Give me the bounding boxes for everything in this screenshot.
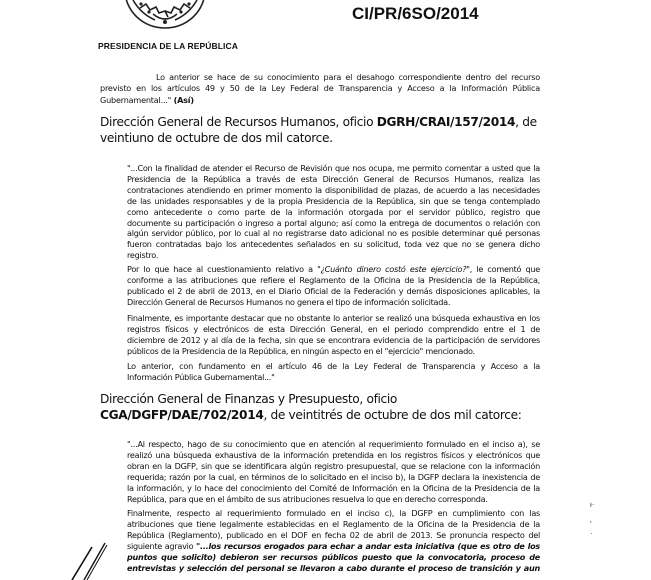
handwritten-initial-stroke-icon (70, 525, 110, 580)
heading-text: Dirección General de Recursos Humanos, oficio (100, 115, 377, 129)
heading-text: , de veintiuno de octubre de dos mil catorce. (100, 115, 537, 145)
issuer-name: PRESIDENCIA DE LA REPÚBLICA (98, 41, 238, 51)
quote-line: documente su participación o ingreso a portal alguno; así como la entrega de documentos o relación con (127, 217, 540, 228)
quote-paragraph (127, 508, 540, 573)
quote-line: Dirección General de Recursos Humanos no genera el tipo de información solicitada. (127, 296, 451, 307)
heading-text: Dirección General de Finanzas y Presupuesto, oficio (100, 392, 398, 406)
quote-line: registro. (127, 250, 159, 261)
document-id: CI/PR/6SO/2014 (352, 4, 479, 23)
quote-line: contrataciones atendiendo en primer momento la disponibilidad de plazas, de acuerdo a las necesidades (127, 184, 540, 195)
section-heading-dgfp (100, 392, 540, 423)
quote-line: República, para que en el ámbito de sus atribuciones resuelva lo que en derecho corresponda. (127, 493, 488, 504)
intro-paragraph (100, 72, 540, 106)
quote-line: de las unidades responsables y de la propia Presidencia de la República, sin que se tenga contemplado (127, 195, 540, 206)
quote-line: la información, y lo hace del conocimiento del Comité de Información en la Oficina de la Presidencia de la (127, 482, 540, 493)
quote-line: Lo anterior, con fundamento en el artículo 46 de la Ley Federal de Transparencia y Acceso a la (127, 361, 540, 371)
quote-line: conforme a las atribuciones que refiere el Reglamento de la Oficina de la Presidencia de la República, (127, 274, 540, 285)
quote-line: atribuciones que tiene legalmente establecidas en el Reglamento de la Oficina de la Presidencia de la (127, 518, 540, 529)
quote-line: algún servidor público, por lo cual al no registrarse dato adicional no es posible determinar qué personas (127, 228, 540, 239)
intro-line: Lo anterior se hace de su conocimiento para el desahogo correspondiente dentro del recurso (156, 72, 540, 82)
intro-line-text: Gubernamental..." (100, 94, 174, 105)
quote-line: públicos de la Presidencia de la República, en ningún aspecto en el "ejercicio" mencionado. (127, 345, 475, 356)
quote-line: Finalmente, es importante destacar que no obstante lo anterior se realizó una búsqueda exhaustiva en los (127, 313, 540, 323)
quote-paragraph (127, 361, 540, 383)
oficio-number: CGA/DGFP/DAE/702/2014 (100, 407, 264, 422)
intro-line: previsto en los artículos 49 y 50 de la Ley Federal de Transparencia y Acceso a la Información Pública (100, 83, 540, 94)
quote-line: requerida; razón por la cual, en términos de lo solicitado en el inciso b), la DGFP declara la inexistencia de (127, 471, 540, 482)
quote-paragraph (127, 163, 540, 261)
quote-line: Presidencia de la República a través de esta Dirección General de Recursos Humanos, realiza las (127, 173, 540, 184)
quote-paragraph (127, 264, 540, 308)
quoted-grievance: puntos que solicito) debieron ser recursos públicos puesto que la convocatoria, proceso de (127, 551, 540, 562)
quoted-grievance: entrevistas y selección del personal se llevaron a cabo durante el proceso de transición y aun (127, 562, 540, 573)
quoted-grievance: "...los recursos erogados para echar a andar esta iniciativa (que es otro de los (196, 540, 540, 551)
quoted-question: ¿Cuánto dinero costó este ejercicio? (320, 264, 467, 274)
quote-line: obran en la DGFP, sin que se identificara algún registro presupuestal, que se relacione con la información (127, 460, 540, 471)
quote-line: registros físicos y electrónicos de esta Dirección General, en el periodo comprendido entre el 1 de (127, 323, 540, 334)
quote-line: Finalmente, respecto al requerimiento formulado en el inciso c), la DGFP en cumplimiento con las (127, 508, 540, 518)
quote-line: República (Reglamento), publicado en el DOF en fecha 02 de abril de 2013. Se pronuncia respecto del (127, 529, 540, 540)
quote-line: "...Al respecto, hago de su conocimiento que en atención al requerimiento formulado en el inciso a), se (127, 439, 540, 449)
quote-text: siguiente agravio (127, 540, 197, 551)
quote-line: publicado el 2 de abril de 2013, en el Diario Oficial de la Federación y demás disposiciones aplicables, la (127, 285, 540, 296)
asi-marker: (Así) (173, 94, 194, 105)
quote-paragraph (127, 439, 540, 504)
quote-line: como antecedente o como parte de la información otorgada por el servidor público, registro que (127, 206, 540, 217)
quote-line: "...Con la finalidad de atender el Recurso de Revisión que nos ocupa, me permito comentar a usted que la (127, 163, 540, 173)
quote-text: ", le comentó que (466, 264, 541, 274)
quote-line: Información Pública Gubernamental..." (127, 371, 275, 382)
quote-line: diciembre de 2012 y al día de la fecha, sin que se encontrara evidencia de la participación de servidores (127, 334, 540, 345)
quote-text: Por lo que hace al cuestionamiento relativo a " (127, 264, 321, 274)
quote-paragraph (127, 313, 540, 357)
quote-line: fueron contratadas bajo los antecedentes señalados en su solicitud, toda vez que no se genera dicho (127, 239, 540, 250)
section-heading-dgrh (100, 115, 540, 146)
oficio-number: DGRH/CRAI/157/2014 (376, 115, 516, 129)
quote-line (127, 541, 540, 552)
coat-of-arms-seal-icon (105, 0, 225, 32)
heading-text: , de veintitrés de octubre de dos mil catorce: (263, 407, 522, 422)
quote-line: realizó una búsqueda exhaustiva de la información pretendida en los registros físicos y electrónicos que (127, 449, 540, 460)
quote-line (127, 264, 540, 275)
intro-line (100, 95, 540, 106)
